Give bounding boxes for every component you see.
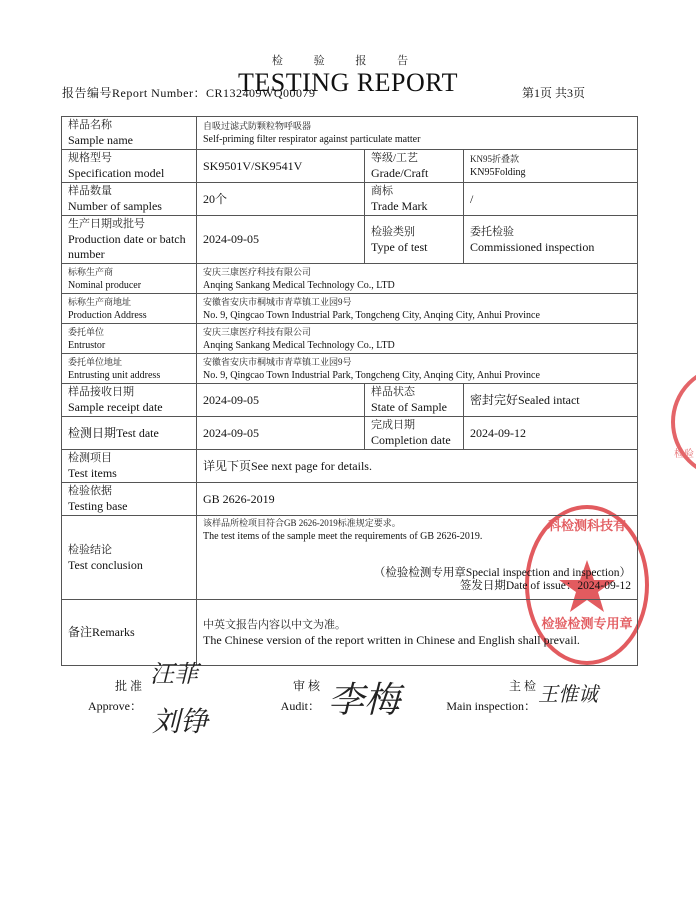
row-count	[62, 183, 638, 216]
main-en: Main inspection：	[446, 699, 536, 713]
label-cn: 检测项目	[68, 452, 112, 464]
report-number: 报告编号Report Number：CR132409WQ00079	[62, 86, 316, 100]
label2-en: State of Sample	[371, 400, 447, 414]
row-production-address	[62, 294, 638, 324]
row-test-items	[62, 450, 638, 483]
label-cn: 委托单位地址	[68, 356, 123, 367]
svg-text:检验: 检验	[674, 449, 694, 460]
label-en: Specification model	[68, 166, 165, 180]
label-cn: 检验结论	[68, 543, 112, 556]
value-cn: 安徽省安庆市桐城市青草镇工业园9号	[203, 356, 352, 367]
value2-cn: 委托检验	[470, 225, 514, 238]
label-en: Production Address	[68, 309, 147, 321]
label: 检测日期Test date	[62, 417, 197, 450]
value2: 密封完好Sealed intact	[464, 384, 638, 417]
approve-en: Approve：	[88, 699, 142, 713]
row-entrusting-address	[62, 354, 638, 384]
label2-cn: 样品状态	[371, 386, 415, 398]
row-testing-base	[62, 483, 638, 516]
value-cn: 自吸过滤式防颗粒物呼吸器	[203, 121, 312, 131]
value: 2024-09-05	[197, 384, 365, 417]
label-en: Testing base	[68, 499, 128, 513]
audit-cn: 审 核	[292, 679, 320, 693]
value-en: No. 9, Qingcao Town Industrial Park, Tongcheng City, Anqing City, Anhui Province	[203, 309, 540, 321]
value-en: Anqing Sankang Medical Technology Co., LTD	[203, 339, 395, 351]
value-en: The Chinese version of the report written in Chinese and English shall prevail.	[203, 632, 580, 647]
value: 20个	[197, 183, 365, 216]
label2-cn: 检验类别	[371, 225, 415, 238]
main-inspection-label	[440, 676, 536, 716]
label-en: Sample receipt date	[68, 400, 163, 414]
partial-seal-edge	[668, 365, 696, 480]
value-cn: 中英文报告内容以中文为准。	[203, 618, 346, 631]
label-en: Sample name	[68, 133, 133, 147]
report-table	[61, 116, 638, 666]
label2-en: Grade/Craft	[371, 166, 429, 180]
audit-label	[270, 676, 320, 716]
label-en: Entrusting unit address	[68, 369, 161, 381]
svg-text:科检测科技有: 科检测科技有	[547, 519, 627, 534]
value-en: Anqing Sankang Medical Technology Co., LTD	[203, 279, 395, 291]
value-en: No. 9, Qingcao Town Industrial Park, Tongcheng City, Anqing City, Anhui Province	[203, 369, 540, 381]
value-cn: 安庆三康医疗科技有限公司	[203, 326, 312, 337]
approve-signature-2: 刘铮	[152, 705, 209, 738]
row-receipt	[62, 384, 638, 417]
label-cn: 样品数量	[68, 185, 112, 197]
main-inspection-signature: 王惟诚	[538, 682, 598, 706]
label: 备注Remarks	[62, 600, 197, 666]
value: 详见下页See next page for details.	[197, 450, 638, 483]
label-cn: 标称生产商	[68, 266, 114, 277]
svg-text:检验检测专用章: 检验检测专用章	[541, 617, 633, 632]
title-cn: 检 验 报 告	[271, 55, 423, 67]
value: SK9501V/SK9541V	[197, 150, 365, 183]
label2-en: Completion date	[371, 433, 451, 447]
row-conclusion	[62, 516, 638, 600]
label-cn: 标称生产商地址	[68, 296, 132, 307]
label2-en: Type of test	[371, 239, 428, 254]
label2-cn: 商标	[371, 185, 393, 197]
approve-label	[80, 676, 142, 716]
value-en: The test items of the sample meet the requirements of GB 2626-2019.	[203, 531, 483, 542]
value-cn: 该样品所检项目符合GB 2626-2019标准规定要求。	[203, 518, 401, 528]
title-en: TESTING REPORT	[238, 68, 458, 97]
seal-note: （检验检测专用章Special inspection and inspection）	[373, 567, 632, 579]
value: 2024-09-05	[197, 417, 365, 450]
row-producer	[62, 264, 638, 294]
value2-cn: KN95折叠款	[470, 154, 519, 164]
value2-en: KN95Folding	[470, 167, 526, 178]
label-en: Number of samples	[68, 199, 162, 213]
audit-en: Audit：	[280, 699, 320, 713]
signature-area	[0, 650, 696, 750]
value2-en: Commissioned inspection	[470, 239, 595, 254]
value: GB 2626-2019	[197, 483, 638, 516]
label2-cn: 等级/工艺	[371, 152, 419, 164]
value: 2024-09-05	[197, 216, 365, 264]
value2: /	[464, 183, 638, 216]
label-en: Nominal producer	[68, 279, 142, 291]
value2: 2024-09-12	[464, 417, 638, 450]
value-cn: 安庆三康医疗科技有限公司	[203, 266, 312, 277]
approve-signature-1: 汪菲	[150, 660, 198, 688]
value-en: Self-priming filter respirator against particulate matter	[203, 134, 421, 145]
row-production	[62, 216, 638, 264]
page-info: 第1页 共3页	[522, 86, 586, 100]
label-cn: 生产日期或批号	[68, 218, 145, 230]
row-spec	[62, 150, 638, 183]
label-en: Entrustor	[68, 339, 106, 351]
label-cn: 委托单位	[68, 326, 105, 337]
label-en: Production date or batch number	[68, 232, 186, 261]
label2-cn: 完成日期	[371, 419, 415, 431]
label-cn: 规格型号	[68, 152, 112, 164]
label-en: Test conclusion	[68, 557, 143, 572]
label-en: Test items	[68, 466, 117, 480]
label-cn: 检验依据	[68, 485, 112, 497]
row-sample-name	[62, 117, 638, 150]
value-cn: 安徽省安庆市桐城市青草镇工业园9号	[203, 296, 352, 307]
approve-cn: 批 准	[114, 679, 142, 693]
label-cn: 样品接收日期	[68, 386, 134, 398]
label-cn: 样品名称	[68, 119, 112, 131]
row-test-date	[62, 417, 638, 450]
main-cn: 主 检	[508, 679, 536, 693]
audit-signature: 李梅	[328, 680, 401, 721]
issue-date: 签发日期Date of issue：2024-09-12	[459, 580, 632, 592]
row-entrustor	[62, 324, 638, 354]
label2-en: Trade Mark	[371, 199, 428, 213]
